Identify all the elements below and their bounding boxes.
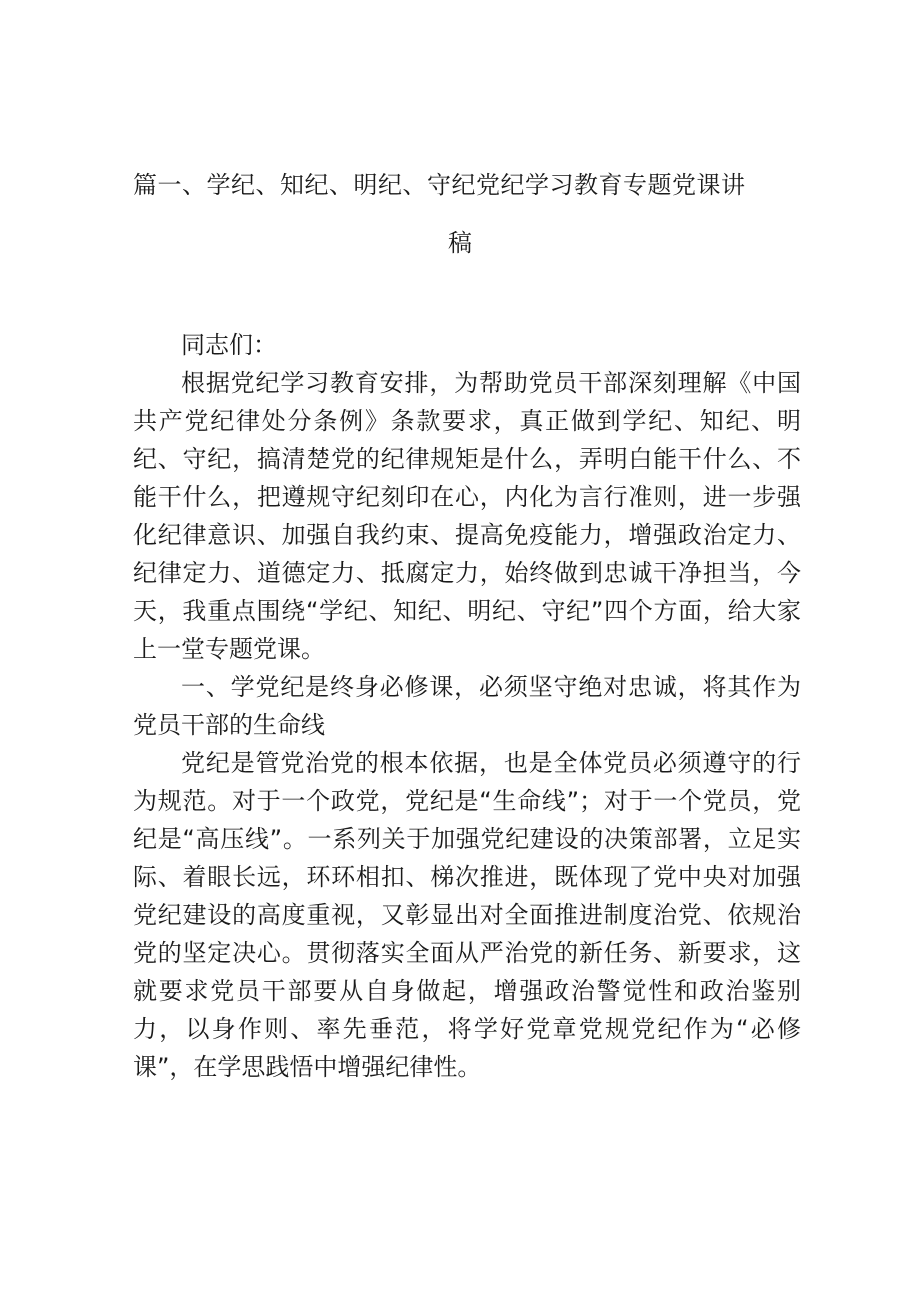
document-title: 篇一、学纪、知纪、明纪、守纪党纪学习教育专题党课讲	[133, 171, 746, 199]
section-heading: 一、学党纪是终身必修课，必须坚守绝对忠诚，将其作为党员干部的生命线	[133, 673, 801, 739]
intro-paragraph: 根据党纪学习教育安排，为帮助党员干部深刻理解《中国共产党纪律处分条例》条款要求，真正做到学纪、知纪、明纪、守纪，搞清楚党的纪律规矩是什么，弄明白能干什么、不能干什么，把遵规守纪刻印在心，内化为言行准则，进一步强化纪律意识、加强自我约束、提高免疫能力，增强政治定力、纪律定力、道德定力、抵腐定力，始终做到忠诚干净担当，今天，我重点围绕“学纪、知纪、明纪、守纪”四个方面，给大家上一堂专题党课。	[133, 369, 801, 663]
document-body	[133, 326, 801, 1086]
body-paragraph: 党纪是管党治党的根本依据，也是全体党员必须遵守的行为规范。对于一个政党，党纪是“生命线”；对于一个党员，党纪是“高压线”。一系列关于加强党纪建设的决策部署，立足实际、着眼长远，环环相扣、梯次推进，既体现了党中央对加强党纪建设的高度重视，又彰显出对全面推进制度治党、依规治党的坚定决心。贯彻落实全面从严治党的新任务、新要求，这就要求党员干部要从自身做起，增强政治警觉性和政治鉴别力，以身作则、率先垂范，将学好党章党规党纪作为“必修课”，在学思践悟中增强纪律性。	[133, 749, 801, 1081]
document-title-continuation: 稿	[448, 229, 472, 257]
salutation: 同志们：	[181, 331, 277, 359]
